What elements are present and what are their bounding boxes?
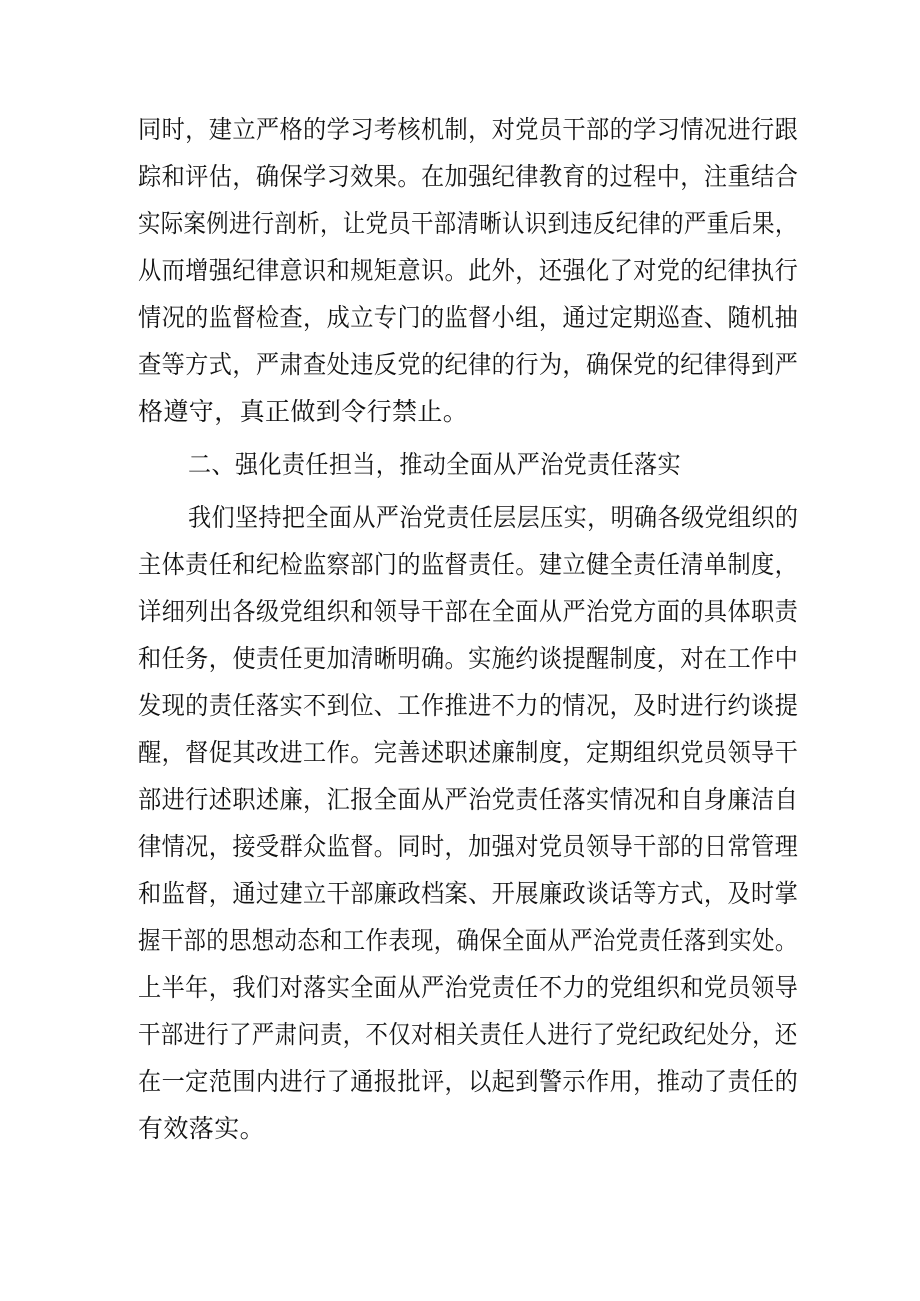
body-text-line: 实际案例进行剖析，让党员干部清晰认识到违反纪律的严重后果， <box>138 209 798 238</box>
body-text-line: 我们坚持把全面从严治党责任层层压实，明确各级党组织的 <box>188 503 799 532</box>
body-text-line: 在一定范围内进行了通报批评，以起到警示作用，推动了责任的 <box>138 1067 799 1096</box>
body-text-line: 发现的责任落实不到位、工作推进不力的情况，及时进行约谈提 <box>138 691 799 720</box>
body-text-line: 握干部的思想动态和工作表现，确保全面从严治党责任落到实处。 <box>138 926 798 955</box>
body-text-line: 有效落实。 <box>138 1114 266 1143</box>
body-text-line: 查等方式，严肃查处违反党的纪律的行为，确保党的纪律得到严 <box>138 350 799 379</box>
section-heading: 二、强化责任担当，推动全面从严治党责任落实 <box>188 450 681 479</box>
body-text-line: 干部进行了严肃问责，不仅对相关责任人进行了党纪政纪处分，还 <box>138 1020 798 1049</box>
body-text-line: 情况的监督检查，成立专门的监督小组，通过定期巡查、随机抽 <box>138 303 799 332</box>
body-text-line: 主体责任和纪检监察部门的监督责任。建立健全责任清单制度， <box>138 550 799 579</box>
body-text-line: 和监督，通过建立干部廉政档案、开展廉政谈话等方式，及时掌 <box>138 879 799 908</box>
body-text-line: 醒，督促其改进工作。完善述职述廉制度，定期组织党员领导干 <box>138 738 799 767</box>
body-text-line: 部进行述职述廉，汇报全面从严治党责任落实情况和自身廉洁自 <box>138 785 799 814</box>
body-text-line: 详细列出各级党组织和领导干部在全面从严治党方面的具体职责 <box>138 597 799 626</box>
body-text-line: 同时，建立严格的学习考核机制，对党员干部的学习情况进行跟 <box>138 115 799 144</box>
body-text-line: 和任务，使责任更加清晰明确。实施约谈提醒制度，对在工作中 <box>138 644 799 673</box>
body-text-line: 踪和评估，确保学习效果。在加强纪律教育的过程中，注重结合 <box>138 162 799 191</box>
body-text-line: 从而增强纪律意识和规矩意识。此外，还强化了对党的纪律执行 <box>138 256 799 285</box>
body-text-line: 上半年，我们对落实全面从严治党责任不力的党组织和党员领导 <box>138 973 799 1002</box>
body-text-line: 律情况，接受群众监督。同时，加强对党员领导干部的日常管理 <box>138 832 799 861</box>
body-text-line: 格遵守，真正做到令行禁止。 <box>138 397 469 426</box>
